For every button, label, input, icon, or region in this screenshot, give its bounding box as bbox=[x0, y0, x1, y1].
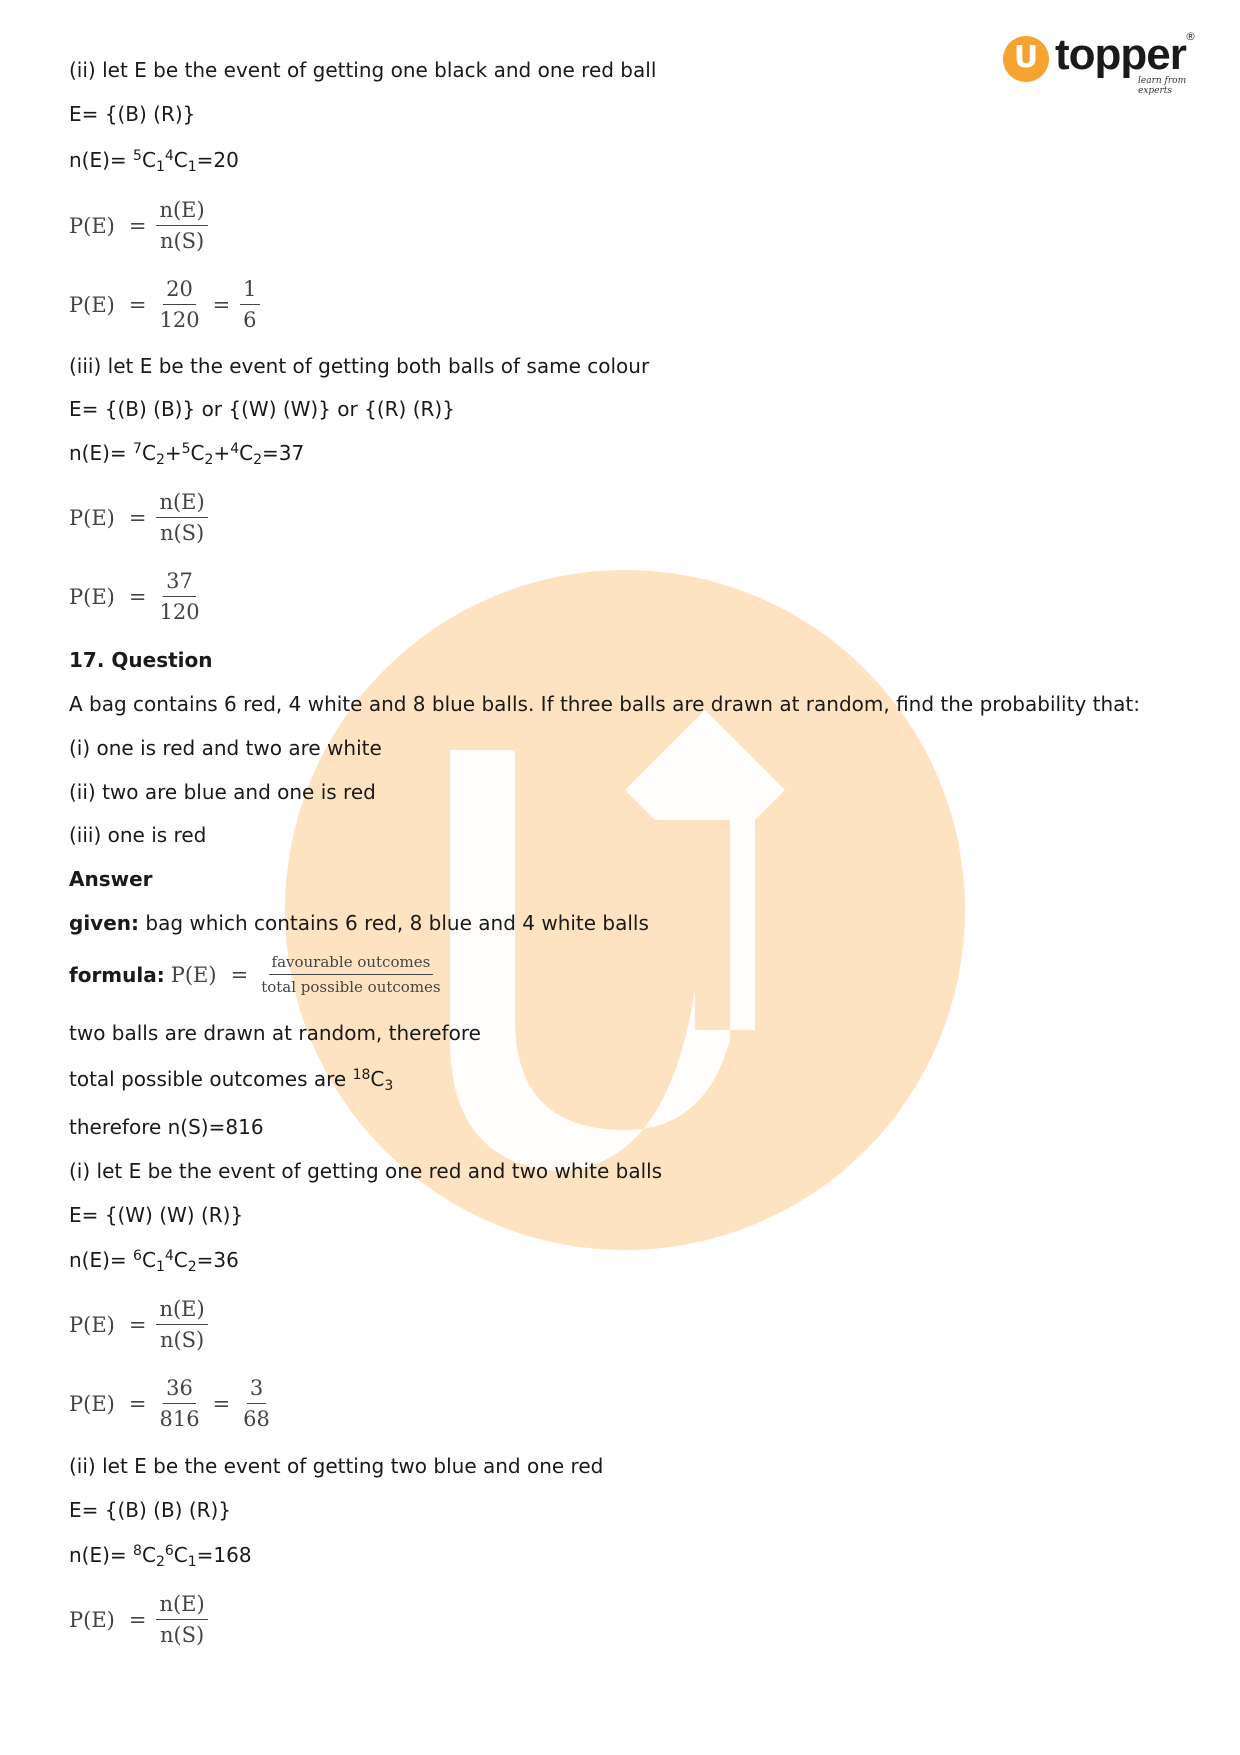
text-line: E= {(B) (R)} bbox=[69, 102, 196, 126]
text-line: (ii) let E be the event of getting two blue and one red bbox=[69, 1454, 604, 1478]
text-line: two balls are drawn at random, therefore bbox=[69, 1021, 481, 1045]
text-line: E= {(B) (B) (R)} bbox=[69, 1498, 232, 1522]
probability-formula: P(E) = $\frac{n(E)}{n(S)}$ bbox=[69, 1297, 212, 1352]
text-line: therefore n(S)=816 bbox=[69, 1115, 264, 1139]
total-line: total possible outcomes are $^{18}C_3$ bbox=[69, 1067, 394, 1094]
ne-line: $n(E)= ^8C_2^6C_1=168$ bbox=[69, 1543, 252, 1570]
logo-tagline: learn from experts bbox=[1138, 76, 1187, 96]
probability-result: P(E) = $\frac{37}{120}$ bbox=[69, 569, 200, 624]
logo-wordmark: topper bbox=[1055, 30, 1186, 79]
text-line: (ii) let E be the event of getting one black and one red ball bbox=[69, 58, 657, 82]
question-part: (i) one is red and two are white bbox=[69, 736, 382, 760]
probability-formula: P(E) = $\frac{n(E)}{n(S)}$ bbox=[69, 1592, 212, 1647]
probability-formula: P(E) = $\frac{n(E)}{n(S)}$ bbox=[69, 198, 212, 253]
question-heading: 17. Question bbox=[69, 648, 213, 672]
ne-line: $n(E)= ^6C_1^4C_2=36$ bbox=[69, 1248, 239, 1275]
probability-result: P(E) = $\frac{36}{816}$ = $\frac{3}{68}$ bbox=[69, 1376, 270, 1431]
given-line: given: bag which contains 6 red, 8 blue and 4 white balls bbox=[69, 911, 649, 935]
topper-logo bbox=[1003, 30, 1203, 96]
question-text: A bag contains 6 red, 4 white and 8 blue balls. If three balls are drawn at random, find the probability that: bbox=[69, 692, 1141, 716]
text-line: E= {(B) (B)} or {(W) (W)} or {(R) (R)} bbox=[69, 397, 455, 421]
ne-line: $n(E)= ^5C_1^4C_1=20$ bbox=[69, 148, 239, 175]
ne-line: $n(E)= ^7C_2+^5C_2+^4C_2=37$ bbox=[69, 441, 305, 468]
probability-formula: P(E) = $\frac{n(E)}{n(S)}$ bbox=[69, 490, 212, 545]
answer-heading: Answer bbox=[69, 867, 153, 891]
logo-letter: U bbox=[1013, 40, 1039, 75]
text-line: (i) let E be the event of getting one red and two white balls bbox=[69, 1159, 663, 1183]
watermark-logo bbox=[285, 570, 965, 1250]
formula-line: formula: P(E) = $\frac{\text{favourable outcomes}}{\text{total possible outcomes}}$ bbox=[69, 953, 441, 996]
question-part: (ii) two are blue and one is red bbox=[69, 780, 376, 804]
text-line: E= {(W) (W) (R)} bbox=[69, 1203, 244, 1227]
question-part: (iii) one is red bbox=[69, 823, 207, 847]
text-line: (iii) let E be the event of getting both balls of same colour bbox=[69, 354, 650, 378]
registered-mark: ® bbox=[1185, 30, 1196, 43]
probability-result: P(E) = $\frac{20}{120}$ = $\frac{1}{6}$ bbox=[69, 277, 264, 332]
